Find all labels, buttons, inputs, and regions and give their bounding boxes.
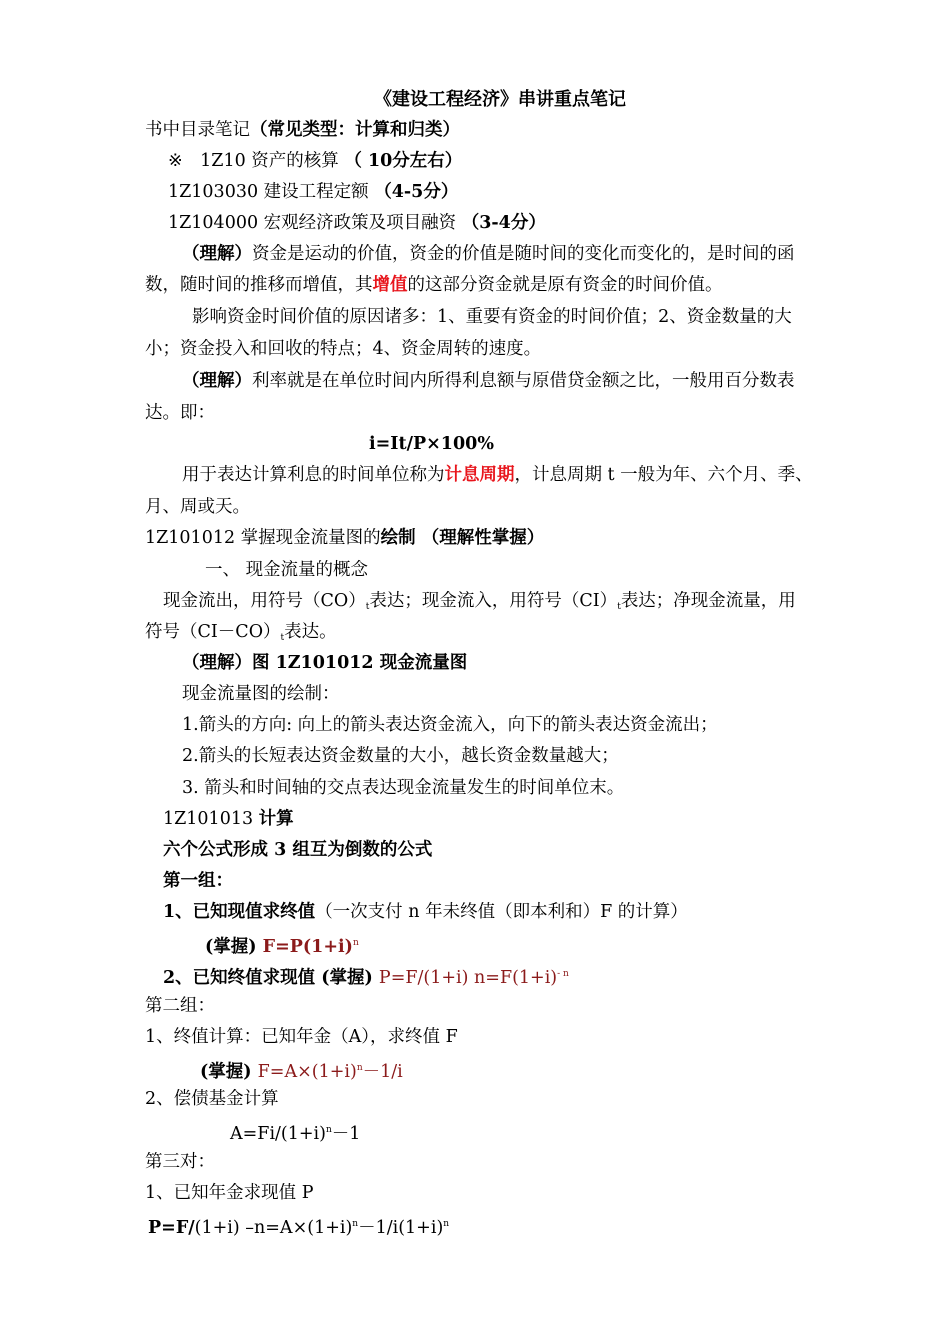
interest-formula: i=It/P×100%: [369, 434, 494, 454]
paragraph-text: 用于表达计算利息的时间单位称为: [182, 465, 445, 485]
paragraph-period-line-1: [182, 463, 813, 487]
paragraph-text: 数，随时间的推移而增值，其: [145, 275, 373, 295]
toc-item-1: [168, 149, 462, 173]
group-1-heading: 第一组：: [163, 871, 233, 891]
section-keyword: 计算: [258, 809, 294, 829]
formula-bold: P=F/: [148, 1218, 195, 1238]
figure-caption: （理解）图 1Z101012 现金流量图: [182, 653, 468, 673]
document-title: 《建设工程经济》串讲重点笔记: [374, 89, 626, 110]
paragraph-cashflow-line-1: [163, 589, 796, 619]
formula: (1+i) –n=A×(1+i): [194, 1218, 353, 1238]
highlight-term: 增值: [372, 275, 408, 295]
toc-item-1-text: ※ 1Z10 资产的核算: [168, 151, 345, 171]
section-note: （理解性掌握）: [421, 528, 545, 548]
paragraph-text: 表达；现金流入，用符号（CI）: [369, 591, 618, 611]
superscript: - n: [557, 969, 569, 979]
toc-item-2: [168, 180, 458, 204]
group-2-formula-2: [230, 1118, 360, 1146]
subsection-cashflow-concept: 一、 现金流量的概念: [205, 560, 369, 580]
group-2-item-2: 2、偿债基金计算: [145, 1089, 279, 1109]
drawing-heading: 现金流量图的绘制：: [182, 684, 340, 704]
formula: F=A×(1+i): [257, 1062, 357, 1082]
toc-heading-text: 书中目录笔记: [145, 120, 250, 140]
section-cashflow-heading: [145, 526, 544, 550]
paragraph-text: 表达；净现金流量，用: [620, 591, 796, 611]
master-label: (掌握): [200, 1062, 258, 1082]
paragraph-text: ，计息周期 t 一般为年、六个月、季、: [514, 465, 813, 485]
item-title: 1、已知现值求终值: [163, 902, 316, 922]
formula: －1: [331, 1124, 361, 1144]
paragraph-period-line-2: 月、周或天。: [145, 497, 250, 517]
group-1-item-2: [163, 962, 569, 990]
section-keyword: 绘制: [380, 528, 422, 548]
paragraph-factors-line-1: 影响资金时间价值的原因诸多：1、重要有资金的时间价值；2、资金数量的大: [192, 307, 792, 327]
superscript: n: [352, 1219, 359, 1229]
understand-label: （理解）: [182, 244, 252, 264]
formula: A=Fi/(1+i): [230, 1124, 326, 1144]
group-2-heading: 第二组：: [145, 996, 215, 1016]
section-text: 1Z101013: [163, 809, 259, 829]
paragraph-time-value-line-1: [182, 242, 795, 266]
formula: P=F/(1+i) n=F(1+i): [378, 968, 558, 988]
toc-item-3-score: （3-4分）: [461, 213, 546, 233]
drawing-rule-1: 1.箭头的方向: 向上的箭头表达资金流入，向下的箭头表达资金流出；: [182, 715, 718, 735]
paragraph-factors-line-2: 小；资金投入和回收的特点；4、资金周转的速度。: [145, 339, 542, 359]
section-calc-heading: [163, 807, 294, 831]
paragraph-text: 资金是运动的价值，资金的价值是随时间的变化而变化的，是时间的函: [252, 244, 795, 264]
toc-heading-note: （常见类型：计算和归类）: [250, 120, 460, 140]
item-note: （一次支付 n 年未终值（即本利和）F 的计算）: [315, 902, 688, 922]
group-1-item-1: [163, 900, 688, 924]
group-3-heading: 第三对：: [145, 1152, 215, 1172]
paragraph-interest-line-2: 达。即：: [145, 403, 215, 423]
superscript: n: [352, 938, 359, 948]
understand-label: （理解）: [182, 371, 252, 391]
superscript: n: [356, 1063, 363, 1073]
formulas-summary: 六个公式形成 3 组互为倒数的公式: [163, 840, 433, 860]
master-label: (掌握): [205, 937, 263, 957]
superscript: n: [326, 1125, 332, 1135]
paragraph-text: 的这部分资金就是原有资金的时间价值。: [407, 275, 723, 295]
group-3-formula-1: [148, 1212, 449, 1240]
group-3-item-1: 1、已知年金求现值 P: [145, 1183, 314, 1203]
toc-item-3-text: 1Z104000 宏观经济政策及项目融资: [168, 213, 462, 233]
item-title: 2、已知终值求现值 (掌握): [163, 968, 379, 988]
subscript: t: [617, 602, 621, 612]
toc-item-2-score: （4-5分）: [374, 182, 459, 202]
paragraph-cashflow-line-2: [145, 620, 337, 650]
toc-item-1-score: （ 10分左右）: [344, 151, 463, 171]
toc-item-3: [168, 211, 546, 235]
subscript: t: [280, 633, 285, 643]
paragraph-text: 表达。: [284, 622, 337, 642]
paragraph-interest-line-1: [182, 369, 795, 393]
paragraph-text: 符号（CI－CO）: [145, 622, 281, 642]
paragraph-time-value-line-2: [145, 273, 723, 297]
toc-item-2-text: 1Z103030 建设工程定额: [168, 182, 375, 202]
paragraph-text: 现金流出，用符号（CO）: [163, 591, 366, 611]
toc-heading: [145, 118, 460, 142]
paragraph-text: 利率就是在单位时间内所得利息额与原借贷金额之比，一般用百分数表: [252, 371, 795, 391]
drawing-rule-2: 2.箭头的长短表达资金数量的大小，越长资金数量越大；: [182, 746, 619, 766]
group-1-formula-1: [205, 931, 359, 959]
formula: －1/i: [362, 1062, 403, 1082]
formula: F=P(1+i): [262, 937, 353, 957]
drawing-rule-3: 3. 箭头和时间轴的交点表达现金流量发生的时间单位末。: [182, 778, 625, 798]
highlight-term: 计息周期: [444, 465, 515, 485]
formula: －1/i(1+i): [358, 1218, 444, 1238]
group-2-formula-1: [200, 1056, 403, 1084]
subscript: t: [365, 602, 370, 612]
superscript: n: [443, 1219, 450, 1229]
group-2-item-1: 1、终值计算：已知年金（A），求终值 F: [145, 1027, 458, 1047]
section-text: 1Z101012 掌握现金流量图的: [145, 528, 381, 548]
